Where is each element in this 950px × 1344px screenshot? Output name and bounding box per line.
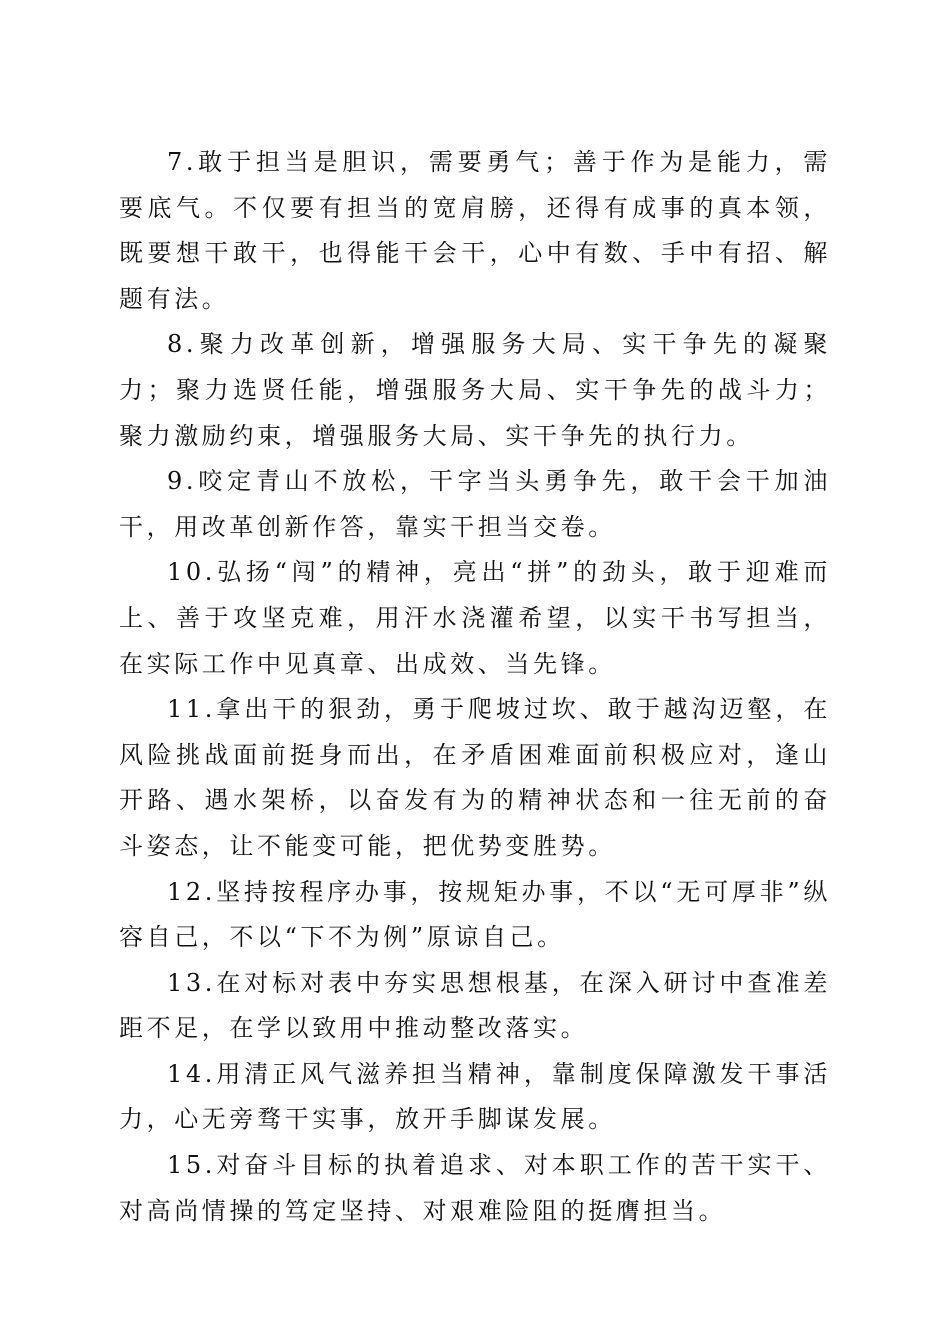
- paragraph-8: 8.聚力改革创新，增强服务大局、实干争先的凝聚力；聚力选贤任能，增强服务大局、实干争先的战斗力；聚力激励约束，增强服务大局、实干争先的执行力。: [119, 330, 831, 450]
- paragraph-9: 9.咬定青山不放松，干字当头勇争先，敢干会干加油干，用改革创新作答，靠实干担当交卷。: [119, 467, 831, 541]
- paragraph-12: 12.坚持按程序办事，按规矩办事，不以“无可厚非”纵容自己，不以“下不为例”原谅自己。: [119, 877, 831, 952]
- paragraph-7: 7.敢于担当是胆识，需要勇气；善于作为是能力，需要底气。不仅要有担当的宽肩膀，还得有成事的真本领，既要想干敢干，也得能干会干，心中有数、手中有招、解题有法。: [119, 148, 831, 313]
- paragraph-15: 15.对奋斗目标的执着追求、对本职工作的苦干实干、对高尚情操的笃定坚持、对艰难险阻的挺膺担当。: [119, 1151, 831, 1225]
- paragraph-13: 13.在对标对表中夯实思想根基，在深入研讨中查准差距不足，在学以致用中推动整改落实。: [119, 968, 831, 1043]
- paragraph-14: 14.用清正风气滋养担当精神，靠制度保障激发干事活力，心无旁骛干实事，放开手脚谋发展。: [119, 1059, 831, 1134]
- paragraph-10: 10.弘扬“闯”的精神，亮出“拼”的劲头，敢于迎难而上、善于攻坚克难，用汗水浇灌希望，以实干书写担当，在实际工作中见真章、出成效、当先锋。: [119, 558, 831, 678]
- document-body: [119, 140, 831, 1234]
- paragraph-11: 11.拿出干的狠劲，勇于爬坡过坎、敢于越沟迈壑，在风险挑战面前挺身而出，在矛盾困难面前积极应对，逢山开路、遇水架桥，以奋发有为的精神状态和一往无前的奋斗姿态，让不能变可能，把优势变胜势。: [119, 695, 831, 860]
